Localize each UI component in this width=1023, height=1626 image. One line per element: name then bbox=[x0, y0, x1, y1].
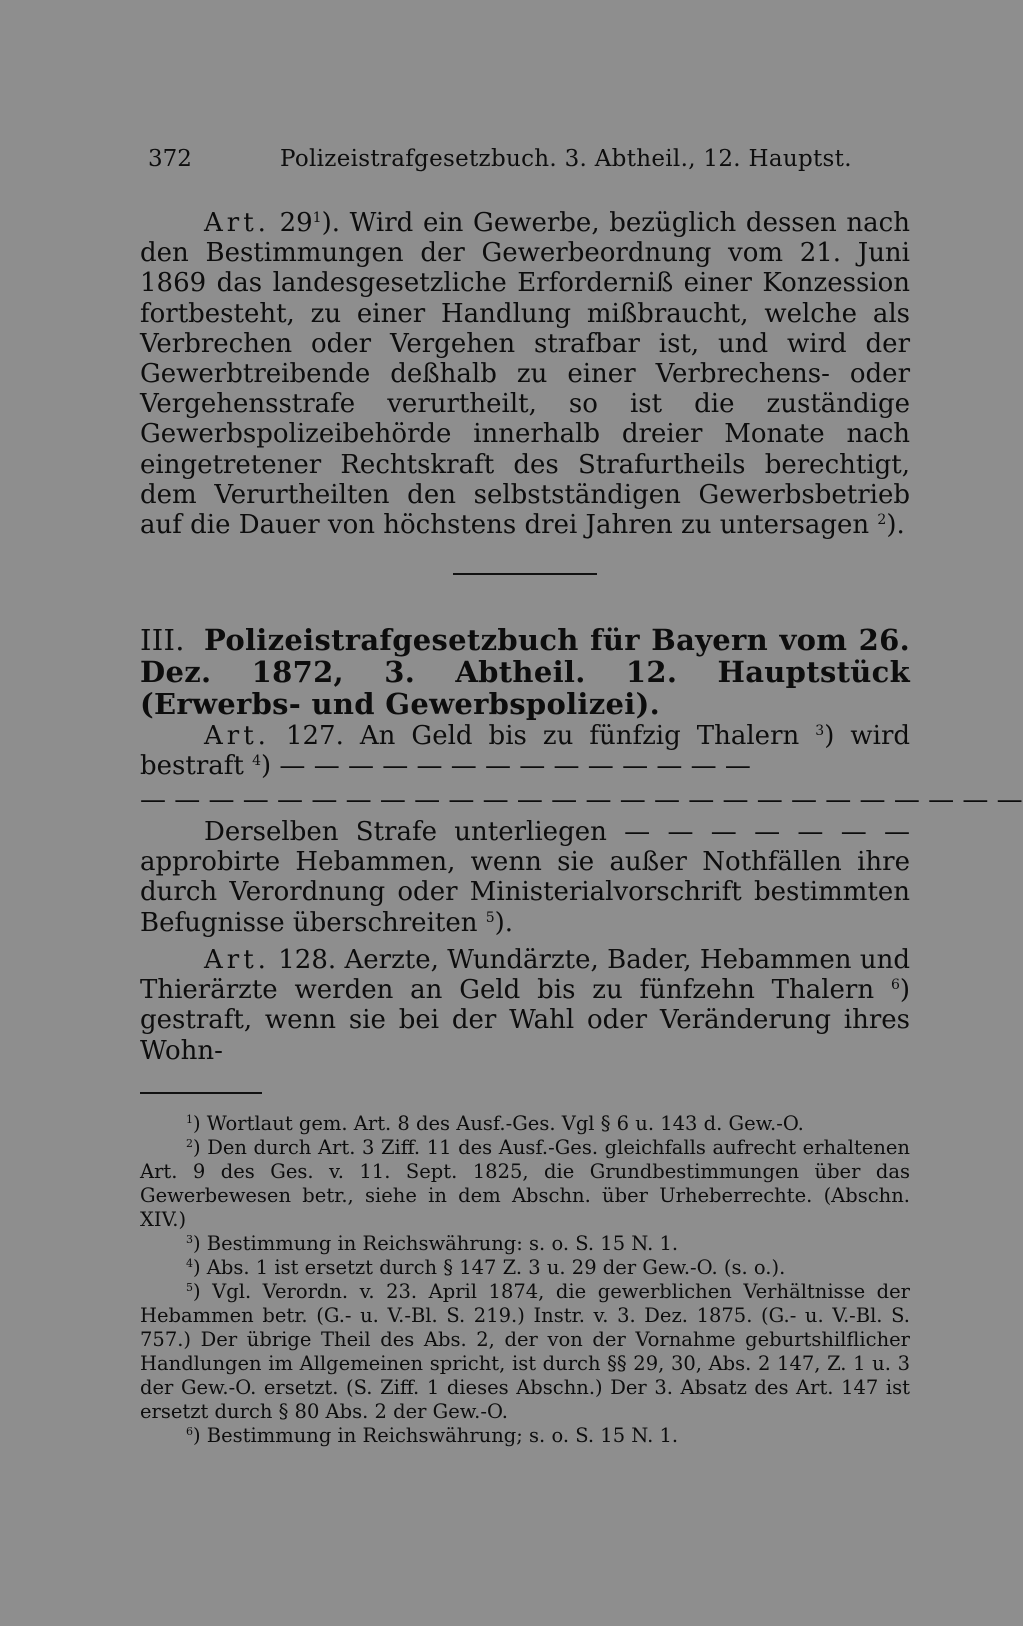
section-heading bbox=[140, 624, 910, 720]
footnote-text: ) Abs. 1 ist ersetzt durch § 147 Z. 3 u. 29 der Gew.-O. (s. o.). bbox=[193, 1256, 786, 1279]
footnote-ref: 2 bbox=[877, 512, 887, 529]
footnote bbox=[140, 1424, 910, 1448]
article-text: An Geld bis zu fünfzig Thalern bbox=[359, 721, 800, 751]
article-text: Aerzte, Wundärzte, Bader, Hebammen und Thierärzte werden an Geld bis zu fünfzehn Thalern bbox=[140, 945, 911, 1006]
article-128-paragraph bbox=[140, 945, 910, 1066]
section-divider bbox=[453, 573, 597, 575]
article-text: ) gestraft, wenn sie bei der Wahl oder Veränderung ihres Wohn- bbox=[140, 975, 911, 1066]
footnotes bbox=[140, 1112, 910, 1448]
footnote-text: ) Bestimmung in Reichswährung: s. o. S. 15 N. 1. bbox=[193, 1232, 679, 1255]
footnote-ref: 3 bbox=[815, 723, 825, 739]
footnote bbox=[140, 1232, 910, 1256]
article-127-paragraph bbox=[140, 721, 910, 781]
section-roman-numeral: III. bbox=[140, 623, 185, 657]
footnote-number: 1 bbox=[186, 1113, 193, 1126]
section-title: Polizeistrafgesetzbuch für Bayern vom 26. Dez. 1872, 3. Abtheil. 12. Hauptstück (Erwerbs- und Gewerbspolizei). bbox=[140, 623, 910, 721]
article-end: ). bbox=[494, 907, 514, 938]
article-number: 127. bbox=[285, 721, 344, 751]
footnote-text: ) Bestimmung in Reichswährung; s. o. S. 15 N. 1. bbox=[193, 1424, 679, 1447]
running-title: Polizeistrafgesetzbuch. 3. Abtheil., 12. Hauptst. bbox=[280, 146, 852, 172]
page-number: 372 bbox=[148, 146, 192, 172]
footnote bbox=[140, 1256, 910, 1280]
footnote-divider bbox=[140, 1092, 262, 1094]
footnote-number: 6 bbox=[186, 1425, 193, 1438]
footnote-number: 4 bbox=[186, 1257, 193, 1270]
article-label: Art. bbox=[204, 208, 270, 238]
omission-dashes: — — — — — — — — — — — — — — — — — — — — — — — — — — bbox=[140, 785, 1023, 815]
footnote-number: 5 bbox=[186, 1281, 193, 1294]
footnote-text: ) Den durch Art. 3 Ziff. 11 des Ausf.-Ges. gleichfalls aufrecht erhaltenen Art. 9 des Ges. v. 11. Sept. 1825, die Grundbestimmungen über das Gewerbewesen betr., siehe in dem Abschn. über Urheberrechte. (Abschn. XIV.) bbox=[140, 1136, 910, 1231]
footnote-ref: 5 bbox=[485, 909, 495, 926]
article-number: 128. bbox=[278, 945, 337, 975]
article-text: Derselben Strafe unterliegen — — — — — — — approbirte Hebammen, wenn sie außer Nothfällen ihre durch Verordnung oder Ministerialvorschrift bestimmten Befugnisse überschreiten bbox=[140, 817, 910, 938]
article-127-second-paragraph bbox=[140, 817, 910, 938]
footnote-text: ) Vgl. Verordn. v. 23. April 1874, die gewerblichen Verhältnisse der Hebammen betr. (G.- u. V.-Bl. S. 219.) Instr. v. 3. Dez. 1875. (G.- u. V.-Bl. S. 757.) Der übrige Theil des Abs. 2, der von der Vornahme geburtshilflicher Handlungen im Allgemeinen spricht, ist durch §§ 29, 30, Abs. 2 147, Z. 1 u. 3 der Gew.-O. ersetzt. (S. Ziff. 1 dieses Abschn.) Der 3. Absatz des Art. 147 ist ersetzt durch § 80 Abs. 2 der Gew.-O. bbox=[140, 1280, 910, 1423]
article-end: ). bbox=[886, 510, 905, 541]
footnote-ref: 6 bbox=[890, 977, 900, 994]
article-text: ) — — — — — — — — — — — — — — bbox=[261, 751, 751, 782]
article-29-paragraph: Art. $29^1$). Wird ein Gewerbe, bezüglich dessen nach den Bestimmungen der Gewerbeordnung vom 21. Juni 1869 das landesgesetzliche Erforderniß einer Konzession fortbesteht, zu einer Handlung mißbraucht, welche als Verbrechen oder Vergehen strafbar ist, und wird der Gewerbtreibende deßhalb zu einer Verbrechens- oder Vergehensstrafe verurtheilt, so ist die zuständige Gewerbspolizeibehörde innerhalb dreier Monate nach eingetretener Rechtskraft des Strafurtheils berechtigt, dem Verurtheilten den selbstständigen Gewerbsbetrieb auf die Dauer von höchstens drei Jahren zu untersagen $^2$). bbox=[140, 208, 910, 541]
footnote-number: 2 bbox=[186, 1137, 193, 1150]
article-text: ) wird bestraft bbox=[140, 721, 911, 782]
article-text: Wird ein Gewerbe, bezüglich dessen nach den Bestimmungen der Gewerbeordnung vom 21. Juni 1869 das landesgesetzliche Erforderniß einer Konzession fortbesteht, zu einer Handlung mißbraucht, welche als Verbrechen oder Vergehen strafbar ist, und wird der Gewerbtreibende deßhalb zu einer Verbrechens- oder Vergehensstrafe verurtheilt, so ist die zuständige Gewerbspolizeibehörde innerhalb dreier Monate nach eingetretener Rechtskraft des Strafurtheils berechtigt, dem Verurtheilten den selbstständigen Gewerbsbetrieb auf die Dauer von höchstens drei Jahren zu untersagen bbox=[140, 208, 910, 541]
article-label: Art. bbox=[204, 721, 270, 751]
article-label: Art. bbox=[204, 945, 270, 975]
book-page bbox=[140, 140, 1023, 1590]
footnote bbox=[140, 1136, 910, 1232]
article-number: 29 bbox=[279, 208, 313, 238]
footnote-ref: 4 bbox=[252, 753, 262, 770]
footnote-number: 3 bbox=[186, 1233, 193, 1246]
footnote-text: ) Wortlaut gem. Art. 8 des Ausf.-Ges. Vgl § 6 u. 143 d. Gew.-O. bbox=[193, 1112, 804, 1135]
page-header bbox=[140, 140, 910, 180]
footnote-ref: 1 bbox=[312, 210, 322, 226]
footnote bbox=[140, 1112, 910, 1136]
footnote bbox=[140, 1280, 910, 1424]
